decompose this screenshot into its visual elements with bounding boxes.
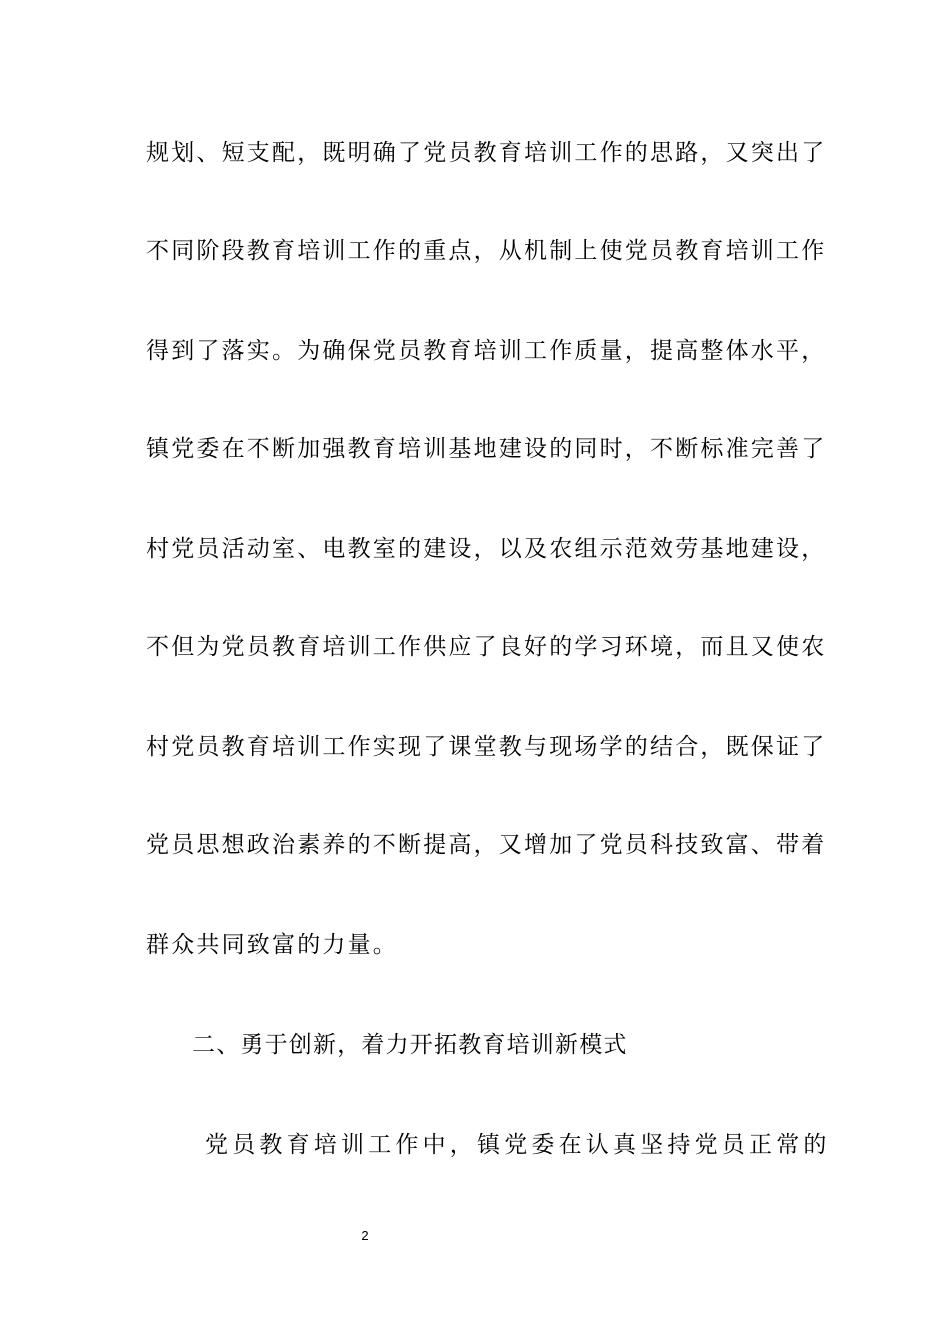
body-text-line: 不同阶段教育培训工作的重点，从机制上使党员教育培训工作 (146, 238, 827, 264)
section-heading: 二、勇于创新，着力开拓教育培训新模式 (192, 1032, 628, 1058)
body-text-line: 得到了落实。为确保党员教育培训工作质量，提高整体水平， (146, 338, 827, 364)
body-text-line: 镇党委在不断加强教育培训基地建设的同时，不断标准完善了 (146, 436, 827, 462)
paragraph-first-line: 党员教育培训工作中，镇党委在认真坚持党员正常的 (205, 1132, 831, 1158)
body-text-line: 群众共同致富的力量。 (146, 932, 398, 958)
body-text-line: 村党员活动室、电教室的建设，以及农组示范效劳基地建设， (146, 536, 827, 562)
body-text-line: 村党员教育培训工作实现了课堂教与现场学的结合，既保证了 (146, 734, 827, 760)
page-number: 2 (361, 1228, 369, 1243)
body-text-line: 党员思想政治素养的不断提高，又增加了党员科技致富、带着 (146, 832, 827, 858)
body-text-line: 不但为党员教育培训工作供应了良好的学习环境，而且又使农 (146, 634, 827, 660)
body-text-line: 规划、短支配，既明确了党员教育培训工作的思路，又突出了 (146, 140, 827, 166)
